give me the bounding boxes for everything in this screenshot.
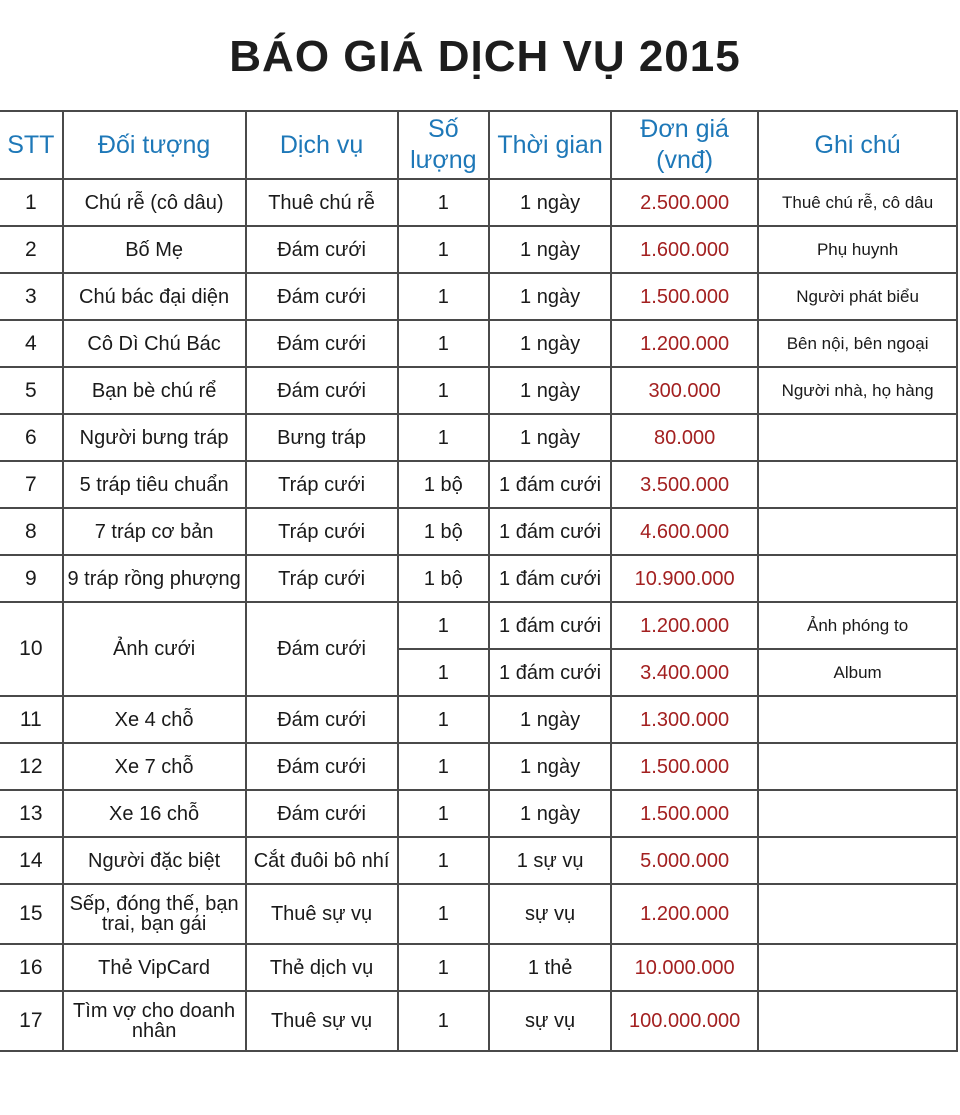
row-stt: 2 [0,226,63,273]
row-dich-vu: Đám cưới [246,273,398,320]
row-dich-vu: Tráp cưới [246,508,398,555]
row-doi-tuong: Chú rễ (cô dâu) [63,179,246,226]
table-row [0,414,957,461]
table-row [0,884,957,944]
row-don-gia: 300.000 [611,367,758,414]
row-doi-tuong: Cô Dì Chú Bác [63,320,246,367]
row-don-gia: 10.000.000 [611,944,758,991]
row-thoi-gian: 1 đám cưới [489,602,611,649]
table-row [0,696,957,743]
row-doi-tuong: Thẻ VipCard [63,944,246,991]
row-don-gia: 1.200.000 [611,320,758,367]
row-stt: 11 [0,696,63,743]
row-ghi-chu [758,944,957,991]
row-don-gia: 1.600.000 [611,226,758,273]
row-stt: 15 [0,884,63,944]
row-don-gia: 1.200.000 [611,602,758,649]
row-so-luong: 1 bộ [398,555,489,602]
row-ghi-chu: Ảnh phóng to [758,602,957,649]
row-so-luong: 1 [398,837,489,884]
row-doi-tuong: Xe 16 chỗ [63,790,246,837]
table-row [0,179,957,226]
row-ghi-chu [758,508,957,555]
row-doi-tuong: Xe 7 chỗ [63,743,246,790]
row-so-luong: 1 [398,790,489,837]
table-row [0,367,957,414]
row-ghi-chu [758,461,957,508]
table-row [0,944,957,991]
row-thoi-gian: sự vụ [489,991,611,1051]
row-thoi-gian: 1 sự vụ [489,837,611,884]
header-ghi-chu: Ghi chú [758,111,957,179]
row-dich-vu: Đám cưới [246,602,398,696]
row-thoi-gian: sự vụ [489,884,611,944]
row-stt: 12 [0,743,63,790]
table-row [0,790,957,837]
row-ghi-chu [758,555,957,602]
row-dich-vu: Tráp cưới [246,555,398,602]
row-stt: 5 [0,367,63,414]
row-don-gia: 5.000.000 [611,837,758,884]
table-body [0,179,957,1051]
row-stt: 4 [0,320,63,367]
row-ghi-chu: Người phát biểu [758,273,957,320]
row-stt: 7 [0,461,63,508]
row-thoi-gian: 1 ngày [489,226,611,273]
row-don-gia: 80.000 [611,414,758,461]
row-thoi-gian: 1 ngày [489,790,611,837]
price-table [0,110,958,1052]
row-thoi-gian: 1 ngày [489,743,611,790]
row-doi-tuong: Người đặc biệt [63,837,246,884]
row-ghi-chu [758,696,957,743]
row-stt: 8 [0,508,63,555]
row-dich-vu: Đám cưới [246,367,398,414]
row-dich-vu: Thuê sự vụ [246,991,398,1051]
header-row [0,111,957,179]
row-don-gia: 1.500.000 [611,790,758,837]
row-stt: 6 [0,414,63,461]
row-stt: 10 [0,602,63,696]
row-doi-tuong: Tìm vợ cho doanh nhân [63,991,246,1051]
row-ghi-chu [758,884,957,944]
row-don-gia: 1.500.000 [611,743,758,790]
header-dich-vu: Dịch vụ [246,111,398,179]
row-dich-vu: Đám cưới [246,226,398,273]
table-row [0,555,957,602]
row-thoi-gian: 1 đám cưới [489,461,611,508]
row-thoi-gian: 1 ngày [489,320,611,367]
row-stt: 16 [0,944,63,991]
row-thoi-gian: 1 đám cưới [489,649,611,696]
row-dich-vu: Bưng tráp [246,414,398,461]
row-so-luong: 1 [398,884,489,944]
row-dich-vu: Đám cưới [246,743,398,790]
row-don-gia: 4.600.000 [611,508,758,555]
row-so-luong: 1 [398,743,489,790]
row-ghi-chu: Phụ huynh [758,226,957,273]
row-don-gia: 1.500.000 [611,273,758,320]
row-so-luong: 1 [398,414,489,461]
row-so-luong: 1 [398,944,489,991]
header-thoi-gian: Thời gian [489,111,611,179]
row-don-gia: 3.500.000 [611,461,758,508]
row-so-luong: 1 bộ [398,461,489,508]
row-dich-vu: Thẻ dịch vụ [246,944,398,991]
row-doi-tuong: Người bưng tráp [63,414,246,461]
row-dich-vu: Cắt đuôi bô nhí [246,837,398,884]
row-so-luong: 1 [398,179,489,226]
row-ghi-chu: Người nhà, họ hàng [758,367,957,414]
row-don-gia: 3.400.000 [611,649,758,696]
row-doi-tuong: Sếp, đóng thế, bạn trai, bạn gái [63,884,246,944]
row-so-luong: 1 [398,696,489,743]
table-row [0,743,957,790]
row-thoi-gian: 1 ngày [489,414,611,461]
row-dich-vu: Thuê sự vụ [246,884,398,944]
row-don-gia: 1.200.000 [611,884,758,944]
row-so-luong: 1 [398,602,489,649]
row-ghi-chu [758,837,957,884]
row-ghi-chu [758,991,957,1051]
row-ghi-chu: Thuê chú rễ, cô dâu [758,179,957,226]
row-don-gia: 1.300.000 [611,696,758,743]
row-ghi-chu [758,743,957,790]
header-doi-tuong: Đối tượng [63,111,246,179]
row-thoi-gian: 1 ngày [489,179,611,226]
row-dich-vu: Đám cưới [246,790,398,837]
table-row [0,226,957,273]
row-so-luong: 1 [398,367,489,414]
table-row [0,273,957,320]
header-don-gia: Đơn giá (vnđ) [611,111,758,179]
row-stt: 3 [0,273,63,320]
row-thoi-gian: 1 thẻ [489,944,611,991]
row-don-gia: 100.000.000 [611,991,758,1051]
row-don-gia: 10.900.000 [611,555,758,602]
row-dich-vu: Tráp cưới [246,461,398,508]
row-so-luong: 1 [398,320,489,367]
table-row [0,602,957,649]
row-doi-tuong: Bố Mẹ [63,226,246,273]
row-dich-vu: Thuê chú rễ [246,179,398,226]
table-row [0,508,957,555]
table-row [0,320,957,367]
row-doi-tuong: Xe 4 chỗ [63,696,246,743]
row-thoi-gian: 1 ngày [489,367,611,414]
row-doi-tuong: 7 tráp cơ bản [63,508,246,555]
row-doi-tuong: Bạn bè chú rể [63,367,246,414]
header-so-luong: Số lượng [398,111,489,179]
row-stt: 9 [0,555,63,602]
table-row [0,991,957,1051]
row-so-luong: 1 [398,649,489,696]
row-thoi-gian: 1 đám cưới [489,508,611,555]
row-doi-tuong: Chú bác đại diện [63,273,246,320]
row-dich-vu: Đám cưới [246,320,398,367]
row-thoi-gian: 1 ngày [489,696,611,743]
row-so-luong: 1 [398,226,489,273]
table-row [0,837,957,884]
row-dich-vu: Đám cưới [246,696,398,743]
row-ghi-chu [758,414,957,461]
row-ghi-chu [758,790,957,837]
page-title: BÁO GIÁ DỊCH VỤ 2015 [229,32,741,81]
row-thoi-gian: 1 ngày [489,273,611,320]
header-stt: STT [0,111,63,179]
row-so-luong: 1 bộ [398,508,489,555]
row-so-luong: 1 [398,273,489,320]
row-stt: 13 [0,790,63,837]
table-row [0,461,957,508]
row-stt: 14 [0,837,63,884]
row-stt: 17 [0,991,63,1051]
row-ghi-chu: Album [758,649,957,696]
row-doi-tuong: 9 tráp rồng phượng [63,555,246,602]
row-so-luong: 1 [398,991,489,1051]
row-doi-tuong: 5 tráp tiêu chuẩn [63,461,246,508]
row-don-gia: 2.500.000 [611,179,758,226]
row-doi-tuong: Ảnh cưới [63,602,246,696]
row-stt: 1 [0,179,63,226]
row-thoi-gian: 1 đám cưới [489,555,611,602]
row-ghi-chu: Bên nội, bên ngoại [758,320,957,367]
